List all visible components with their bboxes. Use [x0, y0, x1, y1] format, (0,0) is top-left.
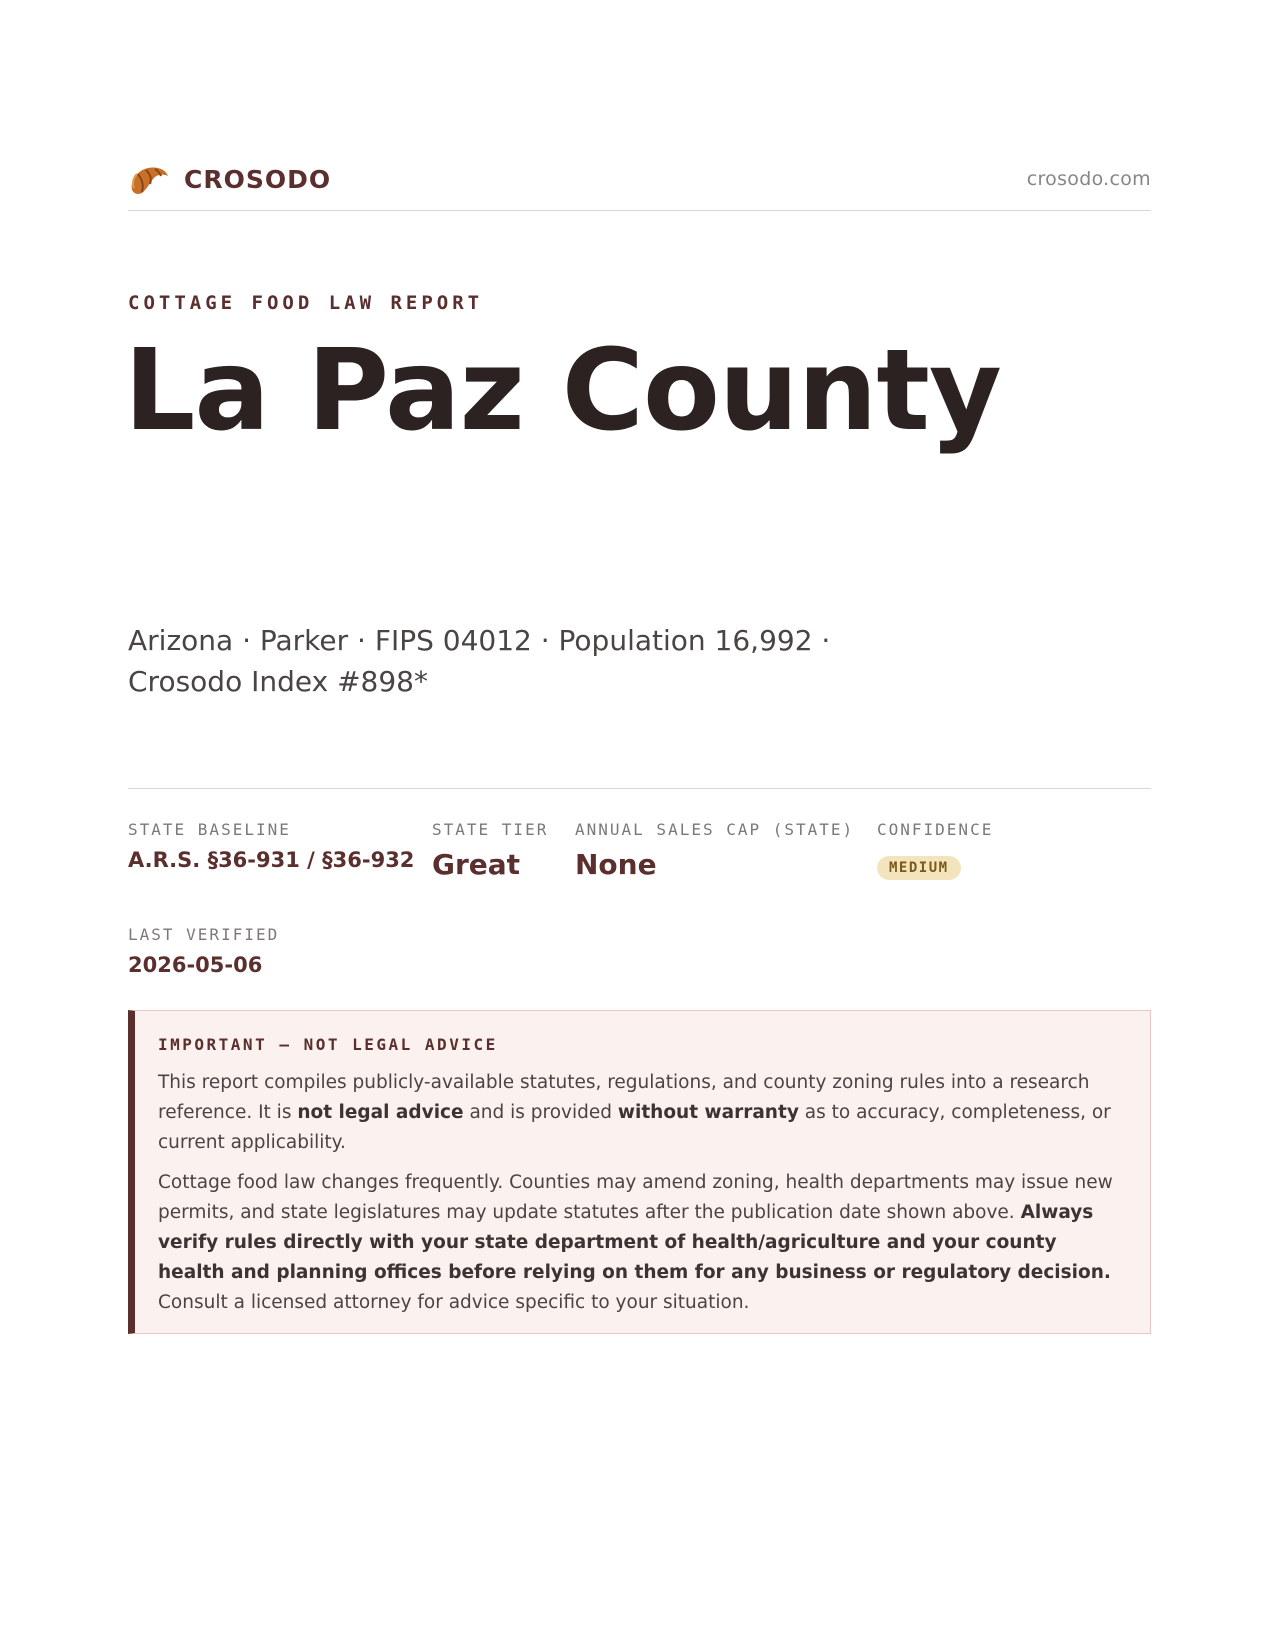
notice-emphasis: not legal advice — [297, 1102, 464, 1123]
page-header — [128, 158, 1151, 211]
notice-text: Cottage food law changes frequently. Counties may amend zoning, health departments may issue new permits, and state legislatures may update statutes after the publication date shown above. — [158, 1172, 1113, 1223]
notice-text: This report compiles publicly-available statutes, regulations, and county zoning rules into a research reference. It is — [158, 1072, 1090, 1123]
sales-cap-value: None — [575, 848, 657, 881]
last-verified-label: LAST VERIFIED — [128, 925, 280, 944]
brand-name: CROSODO — [184, 164, 332, 194]
notice-title: IMPORTANT — NOT LEGAL ADVICE — [158, 1035, 498, 1054]
confidence-label: CONFIDENCE — [877, 820, 994, 839]
notice-text: as to accuracy, completeness, or current applicability. — [158, 1102, 1111, 1153]
state-tier-label: STATE TIER — [432, 820, 549, 839]
page-title: La Paz County — [124, 326, 1001, 456]
notice-text: Consult a licensed attorney for advice specific to your situation. — [158, 1292, 750, 1313]
last-verified-value: 2026-05-06 — [128, 953, 263, 977]
site-url[interactable]: crosodo.com — [1026, 168, 1151, 190]
state-tier-value: Great — [432, 848, 521, 881]
legal-notice — [128, 1010, 1151, 1334]
state-baseline-value: A.R.S. §36-931 / §36-932 — [128, 848, 415, 872]
notice-emphasis: Always verify rules directly with your state department of health/agriculture and your county health and planning offices before relying on them for any business or regulatory decision. — [158, 1202, 1111, 1283]
report-eyebrow: COTTAGE FOOD LAW REPORT — [128, 292, 484, 314]
notice-paragraph-1 — [158, 1068, 1122, 1158]
report-subtitle: Arizona · Parker · FIPS 04012 · Population 16,992 · Crosodo Index #898* — [128, 624, 831, 698]
notice-paragraph-2 — [158, 1168, 1122, 1318]
section-divider — [128, 788, 1151, 789]
notice-emphasis: without warranty — [617, 1102, 799, 1123]
state-baseline-label: STATE BASELINE — [128, 820, 291, 839]
brand — [128, 160, 331, 198]
confidence-badge: MEDIUM — [877, 856, 961, 880]
croissant-icon — [128, 160, 170, 198]
notice-text: and is provided — [463, 1102, 618, 1123]
sales-cap-label: ANNUAL SALES CAP (STATE) — [575, 820, 855, 839]
